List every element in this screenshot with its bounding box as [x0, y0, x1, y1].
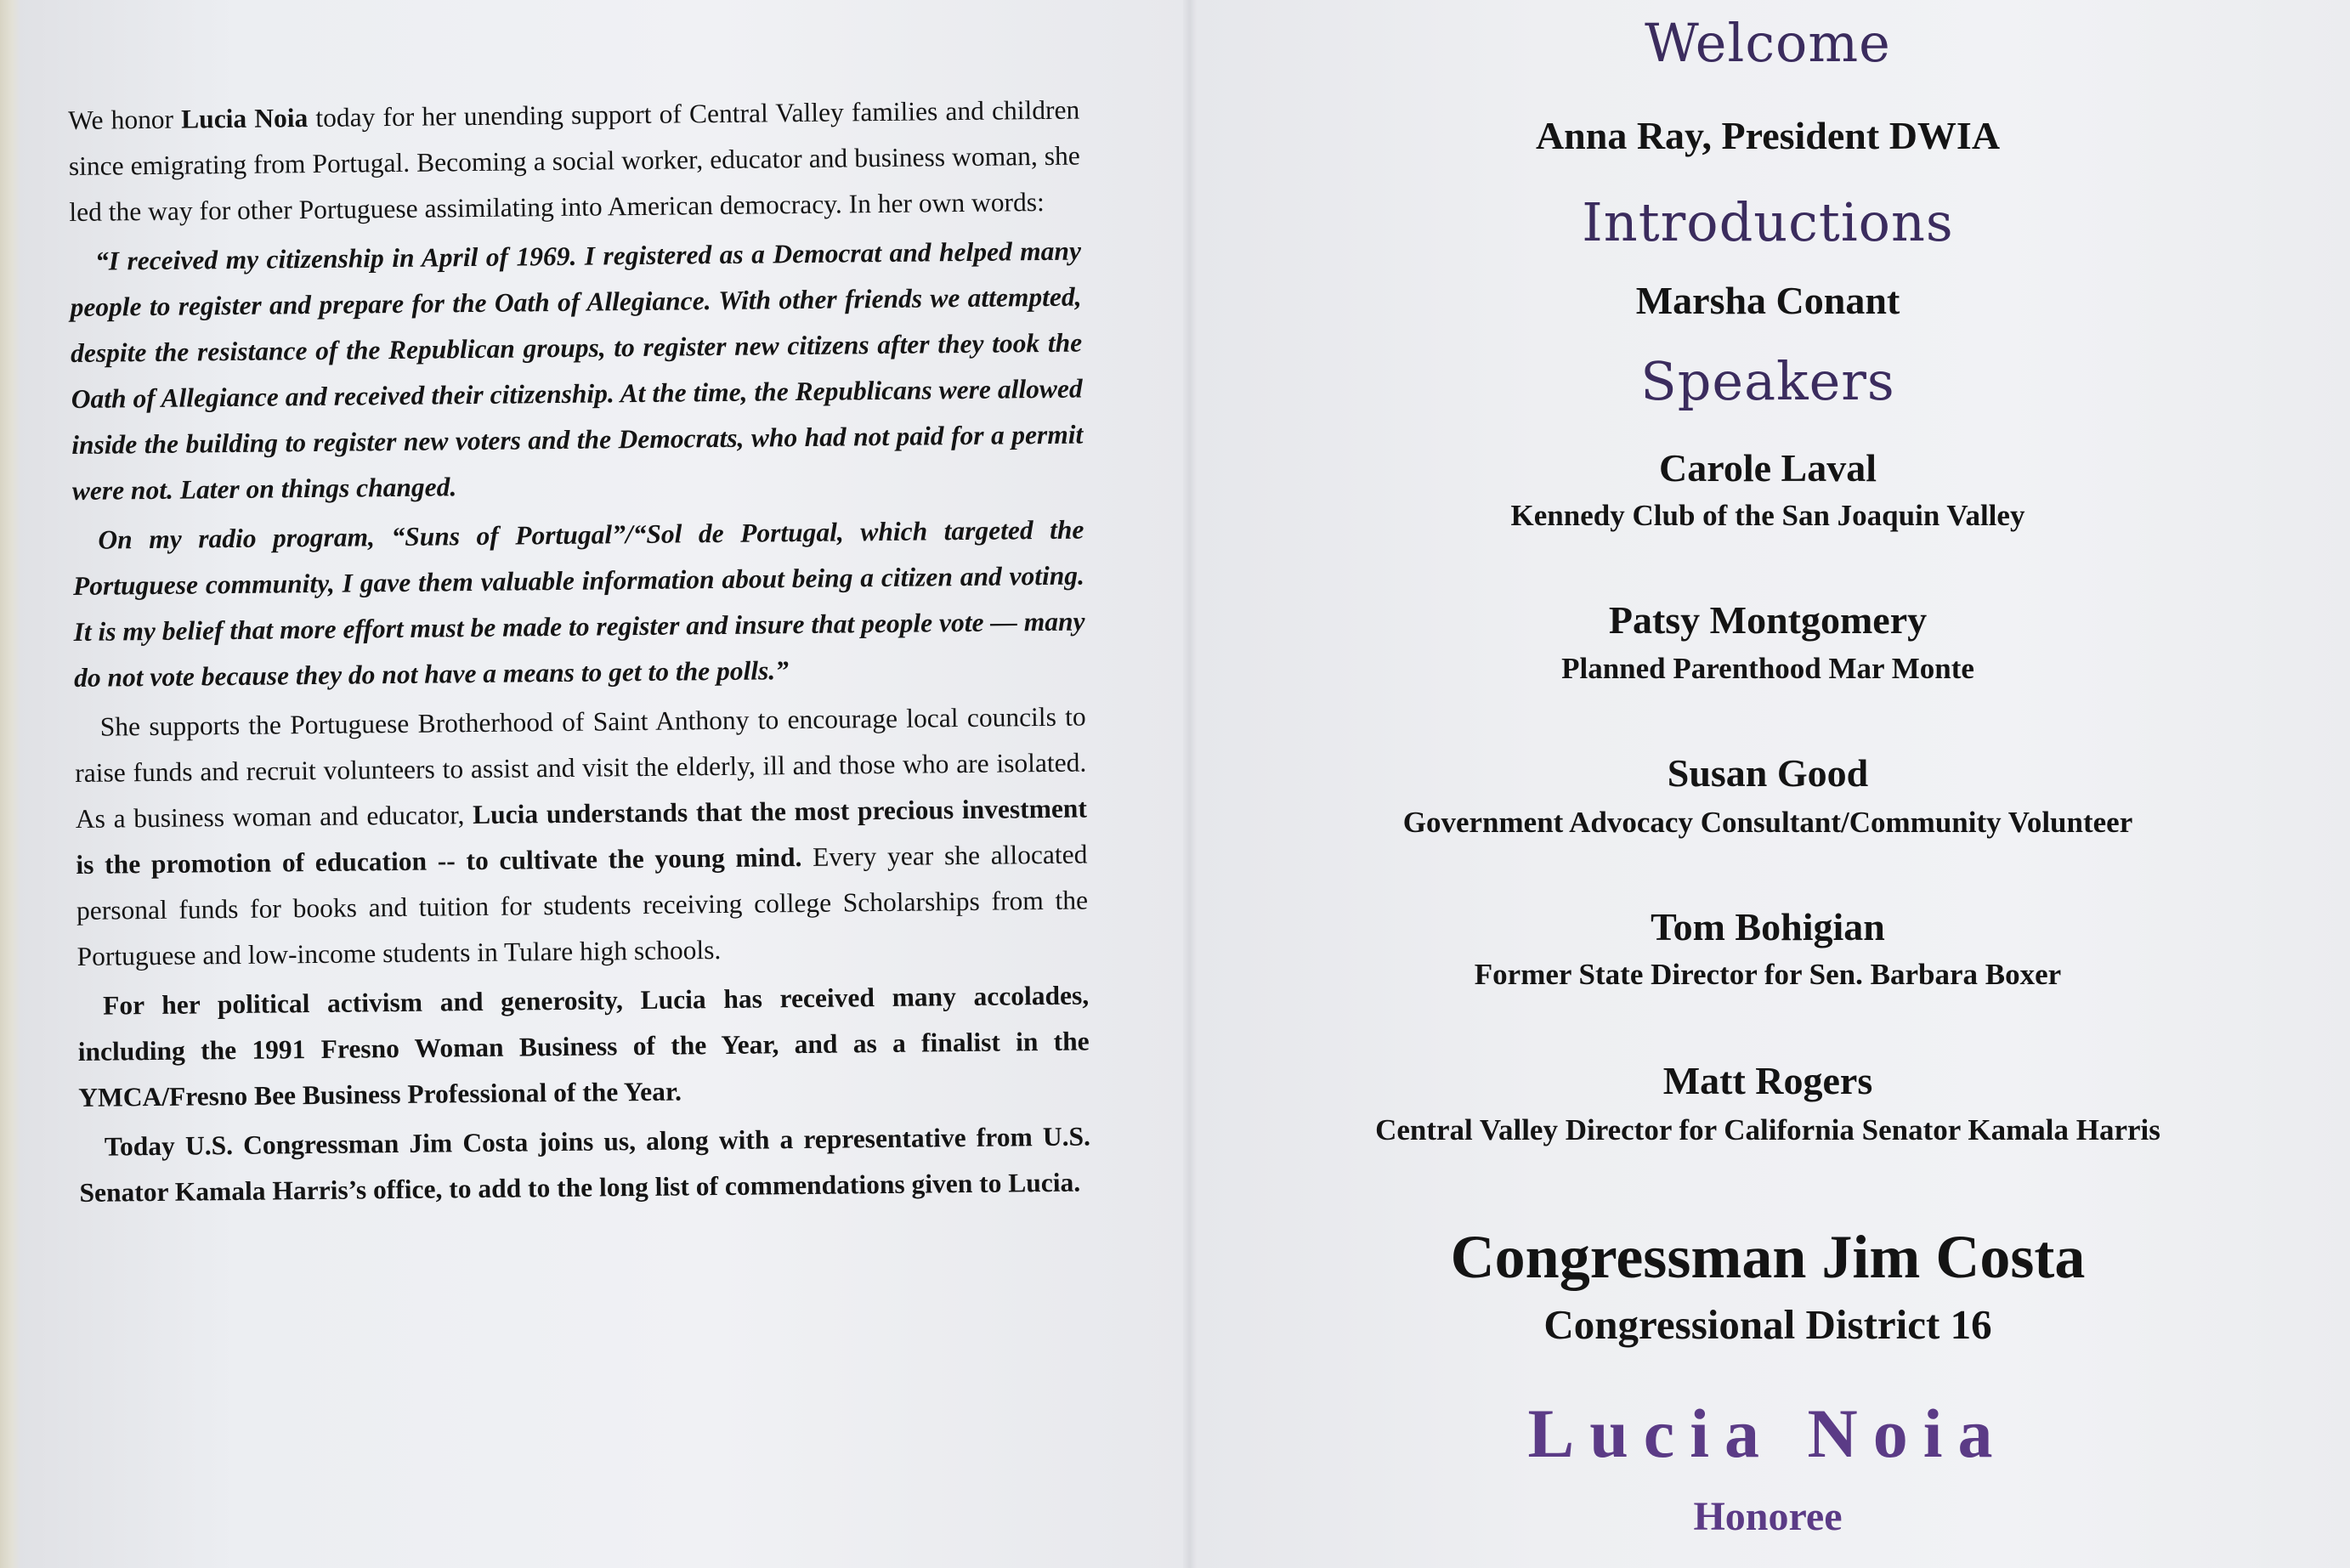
bio-paragraph-4: [74, 693, 1088, 979]
speaker-affiliation: Central Valley Director for California Senator Kamala Harris: [1375, 1113, 2160, 1146]
page-edge: [0, 0, 20, 1568]
bio-text: She supports the Portuguese Brotherhood of Saint Anthony to encourage local councils to raise funds and recruit volunteers to assist and visit the elderly, ill and those who are isolated. As a business woman and educator,: [75, 701, 1087, 834]
keynote-title: Congressional District 16: [1543, 1301, 1992, 1348]
quote-text: “I received my citizenship in April of 1969. I registered as a Democrat and helped many people to register and prepare for the Oath of Allegiance. With other friends we attempted, despite the resistance of the Republican groups, to register new citizens after they took the Oath of Allegiance and received their citizenship. At the time, the Republicans were allowed inside the building to register new voters and the Democrats, who had not paid for a permit were not. Later on things changed.: [70, 235, 1084, 506]
bio-honoree-name: Lucia Noia: [181, 103, 309, 134]
speaker-affiliation: Government Advocacy Consultant/Community Volunteer: [1402, 806, 2133, 839]
quote-text: On my radio program, “Suns of Portugal”/“Sol de Portugal, which targeted the Portuguese community, I gave them valuable information about being a citizen and voting. It is my belief that more effort must be made to register and insure that people vote — many do not vote because they do not have a means to get to the polls.”: [72, 514, 1085, 693]
speakers-heading: Speakers: [1640, 350, 1895, 412]
bio-quote-paragraph-2: [72, 507, 1085, 701]
honoree-label: Honoree: [1693, 1494, 1843, 1539]
bio-text: We honor: [68, 104, 182, 135]
speaker-affiliation: Former State Director for Sen. Barbara Boxer: [1474, 958, 2062, 991]
introductions-speaker: Marsha Conant: [1635, 279, 1900, 322]
welcome-speaker: Anna Ray, President DWIA: [1535, 114, 2001, 157]
page-fold: [1183, 0, 1197, 1568]
bio-accolades: For her political activism and generosity, Lucia has received many accolades, including the 1991 Fresno Woman Business of the Year, and as a finalist in the YMCA/Fresno Bee Business Professional of the Year.: [77, 980, 1090, 1112]
speaker-name: Patsy Montgomery: [1608, 598, 1928, 642]
speaker-affiliation: Kennedy Club of the San Joaquin Valley: [1510, 499, 2025, 532]
bio-paragraph-1: [68, 88, 1081, 235]
bio-text: today for her unending support of Central Valley families and children since emigrating from Portugal. Becoming a social worker, educator and business woman, she led the way for other Portuguese assimilating into American democracy. In her own words:: [68, 94, 1080, 227]
honoree-name: Lucia Noia: [1527, 1395, 2008, 1472]
bio-paragraph-6: [79, 1113, 1091, 1215]
bio-emphasis: Lucia understands that the most precious investment is the promotion of education -- to cultivate the young mind.: [76, 793, 1088, 880]
bio-text: Every year she allocated personal funds for books and tuition for students receiving college Scholarships from the Portuguese and low-income students in Tulare high schools.: [76, 839, 1089, 971]
introductions-heading: Introductions: [1582, 191, 1954, 253]
bio-paragraph-5: [77, 972, 1090, 1120]
bio-closing: Today U.S. Congressman Jim Costa joins us, along with a representative from U.S. Senator Kamala Harris’s office, to add to the long list of commendations given to Lucia.: [79, 1121, 1091, 1208]
keynote-name: Congressman Jim Costa: [1450, 1223, 2086, 1291]
bio-quote-paragraph-1: [70, 229, 1084, 514]
welcome-heading: Welcome: [1645, 12, 1891, 74]
speaker-name: Tom Bohigian: [1651, 905, 1885, 948]
speaker-name: Susan Good: [1667, 751, 1869, 795]
speaker-affiliation: Planned Parenthood Mar Monte: [1561, 652, 1974, 685]
honoree-biography: [68, 88, 1091, 1220]
speaker-name: Carole Laval: [1659, 446, 1877, 490]
speaker-name: Matt Rogers: [1662, 1059, 1873, 1102]
